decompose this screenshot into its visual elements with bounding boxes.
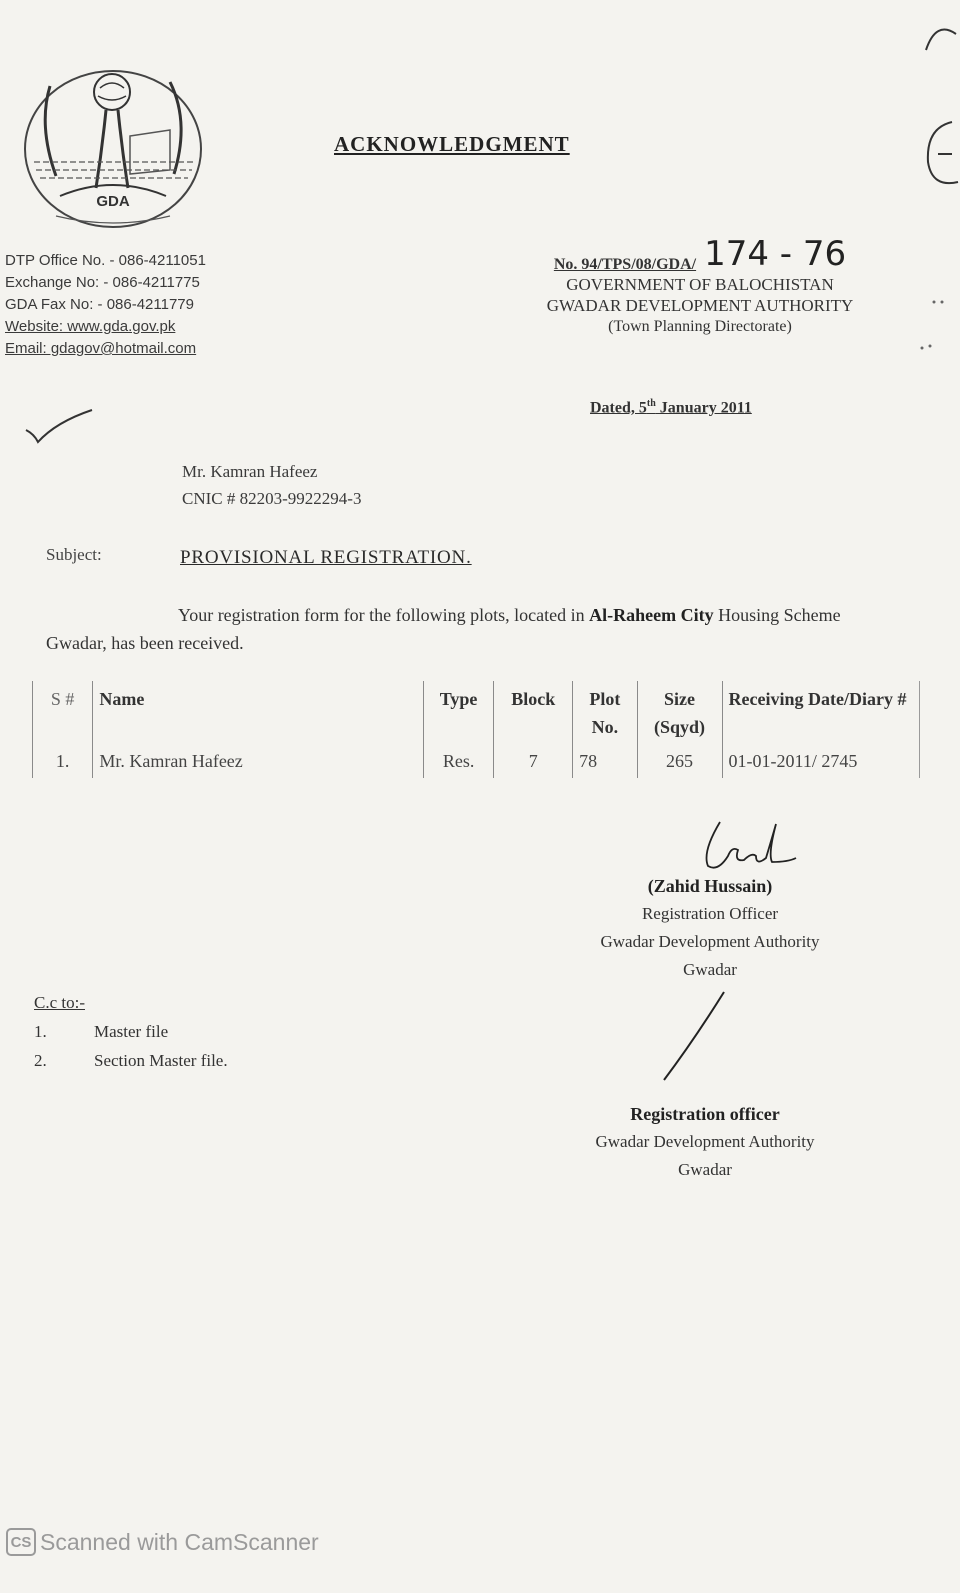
reference-number-line xyxy=(500,234,900,274)
cc-label: C.c to:- xyxy=(34,993,85,1012)
header-plot-no: Plot No. xyxy=(573,681,637,745)
cell-name: Mr. Kamran Hafeez xyxy=(93,745,423,778)
signatory-block-1 xyxy=(560,822,860,984)
signatory-block-2 xyxy=(540,1100,870,1184)
list-item: 1. Master file xyxy=(34,1022,169,1041)
camscanner-icon: CS xyxy=(6,1528,36,1556)
list-item: 2. Section Master file. xyxy=(34,1051,228,1070)
addressee-name: Mr. Kamran Hafeez xyxy=(182,462,318,481)
subject-label: Subject: xyxy=(46,545,102,564)
cell-plot-no: 78 xyxy=(573,745,637,778)
signatory-title: Registration Officer xyxy=(641,904,779,923)
header-serial: S # xyxy=(33,681,93,745)
header-block: Block xyxy=(494,681,573,745)
table-row xyxy=(33,745,920,778)
gda-logo xyxy=(20,66,206,232)
cell-block: 7 xyxy=(494,745,573,778)
government-line: GOVERNMENT OF BALOCHISTAN xyxy=(566,275,834,294)
contact-fax: GDA Fax No: - 086-4211779 xyxy=(5,296,194,313)
addressee xyxy=(182,458,361,512)
signatory-title-2: Registration officer xyxy=(630,1104,780,1124)
directorate-line: (Town Planning Directorate) xyxy=(608,318,792,335)
contact-dtp: DTP Office No. - 086-4211051 xyxy=(5,252,206,269)
contact-exchange: Exchange No: - 086-4211775 xyxy=(5,274,200,291)
signature-slash xyxy=(660,990,730,1087)
signatory-org: Gwadar Development Authority xyxy=(600,932,820,951)
cell-size: 265 xyxy=(637,745,722,778)
table-header-row xyxy=(33,681,920,745)
date-line: Dated, 5th January 2011 xyxy=(590,398,752,417)
subject-text: PROVISIONAL REGISTRATION. xyxy=(180,547,472,568)
body-paragraph: Your registration form for the following plots, located in Al-Raheem City Housing Scheme Gwadar, has been received. xyxy=(46,605,841,653)
header-receiving: Receiving Date/Diary # xyxy=(722,681,920,745)
svg-text:GDA: GDA xyxy=(96,193,130,210)
signatory-place-2: Gwadar xyxy=(678,1160,732,1179)
signatory-name: (Zahid Hussain) xyxy=(647,876,773,896)
check-mark-icon xyxy=(24,408,96,449)
contact-website: Website: www.gda.gov.pk xyxy=(5,318,176,335)
signatory-place: Gwadar xyxy=(683,960,737,979)
watermark-text: Scanned with CamScanner xyxy=(40,1528,319,1555)
signatory-org-2: Gwadar Development Authority xyxy=(595,1132,815,1151)
document-heading: ACKNOWLEDGMENT xyxy=(334,132,570,156)
header-name: Name xyxy=(93,681,423,745)
contact-email: Email: gdagov@hotmail.com xyxy=(5,340,197,357)
authority-line: GWADAR DEVELOPMENT AUTHORITY xyxy=(546,296,854,315)
scheme-name: Al-Raheem City xyxy=(589,605,714,625)
scanner-watermark xyxy=(6,1528,319,1556)
plots-table xyxy=(32,681,920,778)
reference-number: No. 94/TPS/08/GDA/ xyxy=(553,256,697,273)
cell-serial: 1. xyxy=(33,745,93,778)
contact-info xyxy=(5,250,206,360)
handwritten-reference: 174 - 76 xyxy=(704,234,847,274)
addressee-cnic: CNIC # 82203-9922294-3 xyxy=(182,489,362,508)
header-size: Size (Sqyd) xyxy=(637,681,722,745)
cell-type: Res. xyxy=(423,745,494,778)
cc-list xyxy=(34,988,228,1075)
margin-handwriting xyxy=(912,10,960,375)
reference-block xyxy=(500,234,900,337)
cell-receiving: 01-01-2011/ 2745 xyxy=(722,745,920,778)
header-type: Type xyxy=(423,681,494,745)
